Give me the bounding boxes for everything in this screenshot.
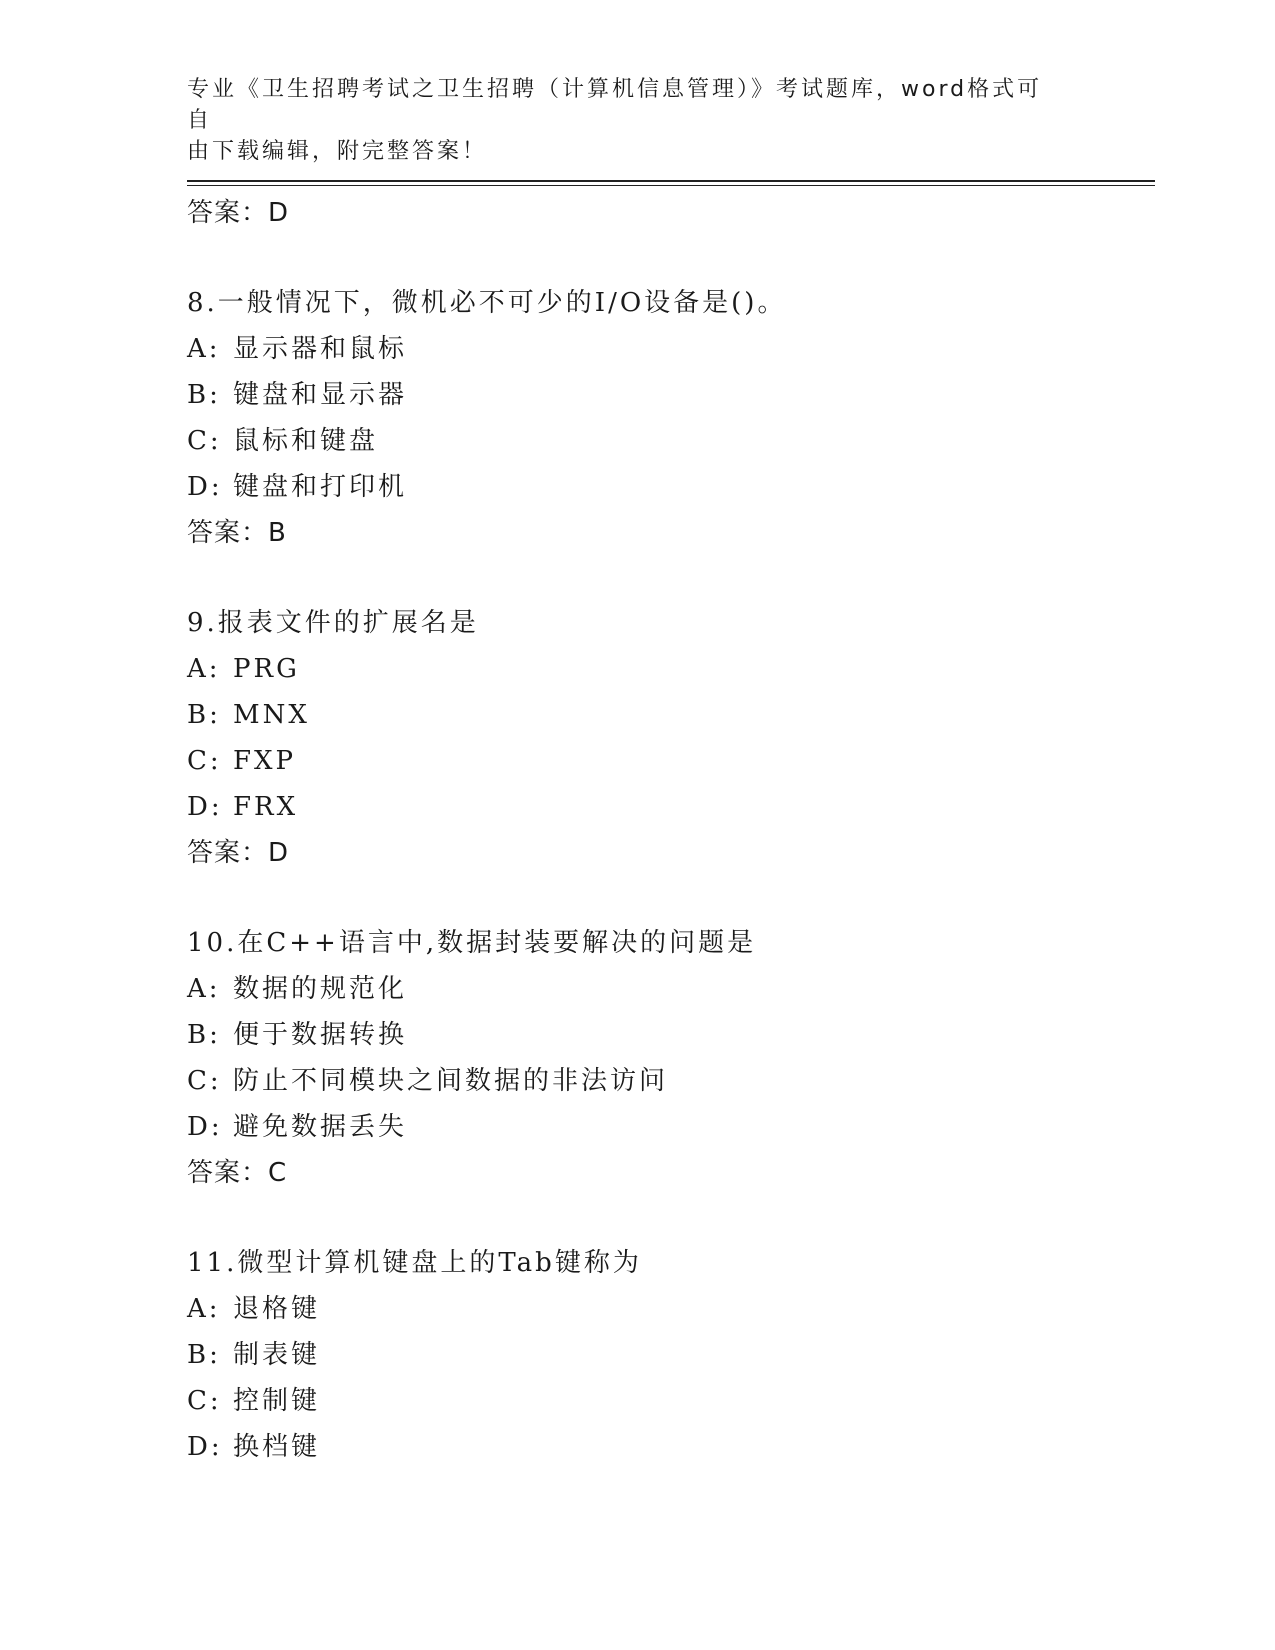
option-letter: D: <box>187 792 223 822</box>
option-c <box>187 738 1155 784</box>
answer-line: 答案：D <box>187 838 290 868</box>
option-letter: B: <box>187 1020 221 1050</box>
question-block <box>187 920 1155 1196</box>
question-block <box>187 280 1155 556</box>
option-text: 控制键 <box>233 1386 321 1416</box>
option-text: PRG <box>233 654 300 684</box>
question-title: 11.微型计算机键盘上的Tab键称为 <box>187 1248 642 1278</box>
option-text: 显示器和鼠标 <box>233 334 408 364</box>
option-letter: A: <box>187 974 221 1004</box>
question-block <box>187 600 1155 876</box>
option-d <box>187 464 1155 510</box>
option-c <box>187 418 1155 464</box>
option-letter: C: <box>187 746 222 776</box>
option-letter: C: <box>187 426 222 456</box>
option-text: 制表键 <box>233 1340 321 1370</box>
option-letter: A: <box>187 334 221 364</box>
option-text: 退格键 <box>233 1294 321 1324</box>
option-letter: B: <box>187 700 221 730</box>
option-text: FRX <box>233 792 299 822</box>
header-divider-thin <box>187 185 1155 186</box>
header-line-2: 由下载编辑，附完整答案！ <box>187 139 488 164</box>
option-a <box>187 326 1155 372</box>
option-letter: D: <box>187 1432 223 1462</box>
option-d <box>187 1424 1155 1470</box>
option-letter: A: <box>187 654 221 684</box>
option-text: 数据的规范化 <box>233 974 408 1004</box>
question-list <box>187 190 1155 1470</box>
option-c <box>187 1058 1155 1104</box>
header-divider-thick <box>187 180 1155 182</box>
answer-line: 答案：B <box>187 518 287 548</box>
option-b <box>187 372 1155 418</box>
option-text: 鼠标和键盘 <box>233 426 379 456</box>
option-a <box>187 1286 1155 1332</box>
option-a <box>187 646 1155 692</box>
option-text: 防止不同模块之间数据的非法访问 <box>233 1066 669 1096</box>
option-b <box>187 1012 1155 1058</box>
option-d <box>187 1104 1155 1150</box>
option-a <box>187 966 1155 1012</box>
answer-line: 答案：C <box>187 1158 288 1188</box>
option-text: 键盘和显示器 <box>233 380 408 410</box>
answer-line: 答案：D <box>187 198 290 228</box>
option-letter: D: <box>187 472 223 502</box>
question-title: 8.一般情况下，微机必不可少的I/O设备是()。 <box>187 288 787 318</box>
option-letter: C: <box>187 1386 222 1416</box>
question-title: 10.在C++语言中,数据封装要解决的问题是 <box>187 928 757 958</box>
option-b <box>187 1332 1155 1378</box>
option-text: 换档键 <box>233 1432 321 1462</box>
question-block <box>187 1240 1155 1470</box>
option-text: 键盘和打印机 <box>233 472 408 502</box>
option-b <box>187 692 1155 738</box>
option-letter: D: <box>187 1112 223 1142</box>
option-text: MNX <box>233 700 310 730</box>
option-letter: B: <box>187 1340 221 1370</box>
option-text: 避免数据丢失 <box>233 1112 408 1142</box>
header-line-1: 专业《卫生招聘考试之卫生招聘（计算机信息管理）》考试题库，word格式可自 <box>187 77 1043 133</box>
option-text: FXP <box>233 746 297 776</box>
document-header <box>187 74 1067 167</box>
question-title: 9.报表文件的扩展名是 <box>187 608 479 638</box>
option-d <box>187 784 1155 830</box>
option-text: 便于数据转换 <box>233 1020 408 1050</box>
option-letter: A: <box>187 1294 221 1324</box>
option-letter: B: <box>187 380 221 410</box>
option-c <box>187 1378 1155 1424</box>
option-letter: C: <box>187 1066 222 1096</box>
